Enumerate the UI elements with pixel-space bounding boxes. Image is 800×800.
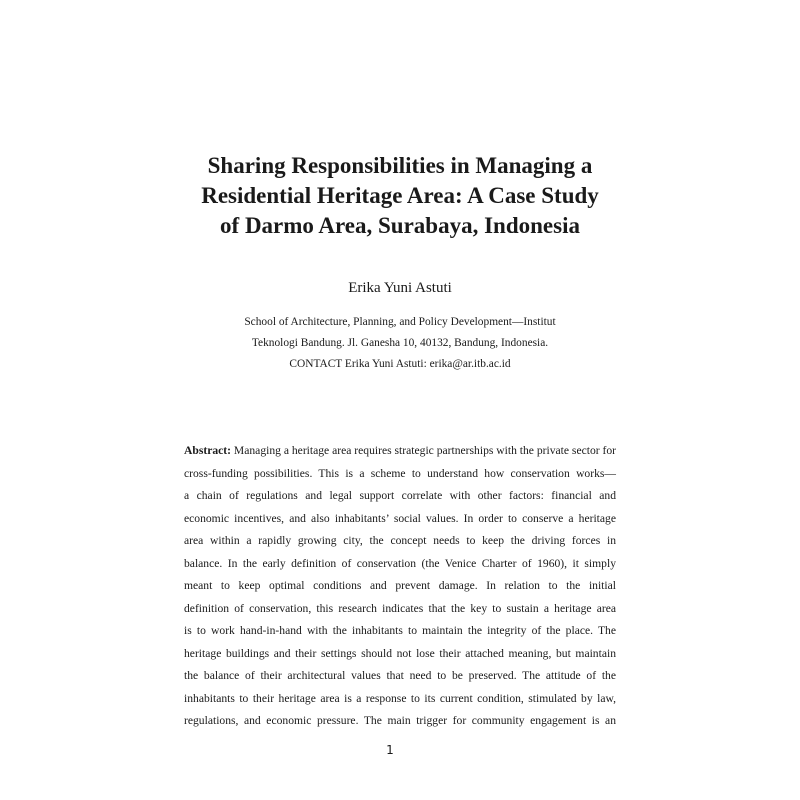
title-line: of Darmo Area, Surabaya, Indonesia: [220, 213, 580, 238]
abstract-line: [184, 440, 616, 463]
title-line: Sharing Responsibilities in Managing a: [207, 153, 593, 178]
abstract-line: cross-funding possibilities. This is a scheme to understand how conservation works—: [184, 466, 616, 480]
abstract-line: economic incentives, and also inhabitants’ social values. In order to conserve a heritage: [184, 511, 616, 525]
abstract-line: balance. In the early definition of conservation (the Venice Charter of 1960), it simply: [184, 556, 616, 570]
abstract-line: inhabitants to their heritage area is a response to its current condition, stimulated by law,: [184, 691, 616, 705]
affiliation-line: Teknologi Bandung. Jl. Ganesha 10, 40132, Bandung, Indonesia.: [251, 337, 549, 349]
abstract-text: Managing a heritage area requires strategic partnerships with the private sector for: [233, 444, 617, 457]
abstract-line: the balance of their architectural values that need to be preserved. The attitude of the: [184, 669, 616, 682]
title-line: Residential Heritage Area: A Case Study: [201, 183, 599, 208]
abstract-line: is to work hand-in-hand with the inhabitants to maintain the integrity of the place. The: [184, 624, 616, 637]
abstract-label: Abstract:: [184, 444, 232, 457]
page-number: 1: [386, 743, 394, 757]
abstract-line: heritage buildings and their settings should not lose their attached meaning, but maintain: [184, 646, 616, 660]
author-name: Erika Yuni Astuti: [348, 280, 452, 296]
abstract-line: definition of conservation, this research indicates that the key to sustain a heritage area: [184, 601, 616, 615]
author-affiliation: [100, 312, 700, 375]
abstract-line: area within a rapidly growing city, the concept needs to keep the driving forces in: [184, 534, 616, 547]
abstract-line: regulations, and economic pressure. The main trigger for community engagement is an: [184, 714, 616, 727]
contact-line: CONTACT Erika Yuni Astuti: erika@ar.itb.ac.id: [289, 358, 511, 370]
abstract: [184, 440, 616, 733]
abstract-line: meant to keep optimal conditions and prevent damage. In relation to the initial: [184, 579, 616, 592]
abstract-line: a chain of regulations and legal support correlate with other factors: financial and: [184, 489, 616, 502]
affiliation-line: School of Architecture, Planning, and Policy Development—Institut: [244, 316, 556, 328]
paper-title: [100, 151, 700, 241]
